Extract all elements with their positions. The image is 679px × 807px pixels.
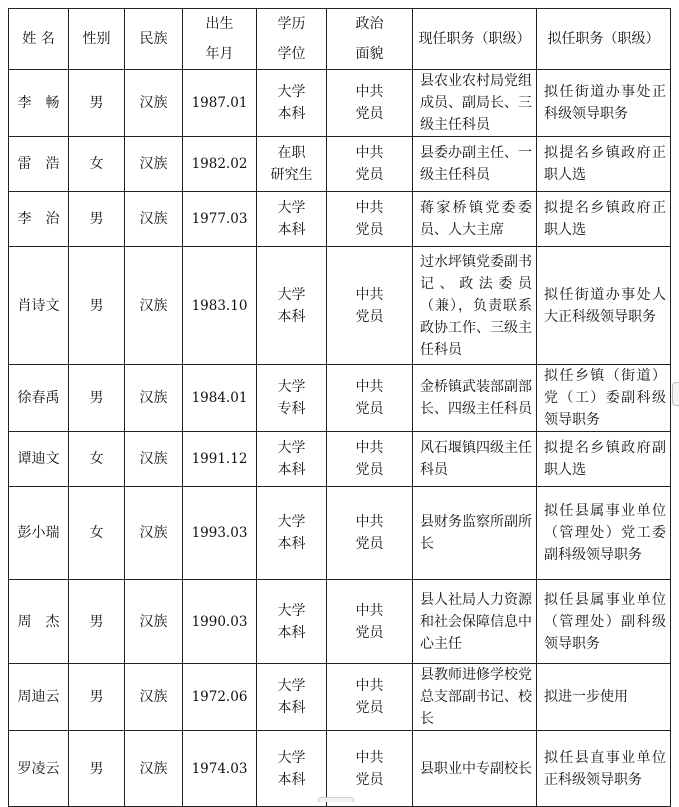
- cell-party: [327, 137, 413, 192]
- cell-name: 周迪云: [9, 664, 69, 731]
- cell-education-line2: 本科: [277, 536, 306, 552]
- cell-education-line1: 大学: [277, 678, 306, 694]
- cell-party-line1: 中共: [355, 379, 384, 395]
- cell-education-line2: 本科: [277, 624, 306, 641]
- cell-party-line1: 中共: [355, 200, 384, 216]
- cell-education: [257, 192, 327, 247]
- cell-birth: 1987.01: [183, 70, 257, 137]
- cell-party-line1: 中共: [355, 286, 384, 303]
- cell-name: 徐春禹: [9, 365, 69, 432]
- cell-current-post: 县委办副主任、一级主任科员: [413, 137, 537, 192]
- cell-gender: 女: [69, 487, 125, 580]
- cell-education-line2: 本科: [277, 106, 306, 122]
- cell-current-post: 县财务监察所副所长: [413, 487, 537, 580]
- cell-proposed-post: 拟提名乡镇政府正职人选: [537, 137, 671, 192]
- cell-birth: 1984.01: [183, 365, 257, 432]
- header-ethnicity: 民族: [125, 9, 183, 70]
- cell-party-line2: 党员: [355, 462, 384, 478]
- cell-education-line1: 大学: [277, 440, 306, 456]
- cell-current-post: 县职业中专副校长: [413, 731, 537, 807]
- cell-education-line1: 大学: [277, 749, 306, 766]
- table-row: [9, 70, 671, 137]
- cell-education-line1: 大学: [277, 514, 306, 530]
- cell-education-line2: 本科: [277, 222, 306, 238]
- cell-current-post: 金桥镇武装部副部长、四级主任科员: [413, 365, 537, 432]
- cell-gender: 男: [69, 247, 125, 365]
- cell-education-line1: 大学: [277, 84, 306, 100]
- cell-ethnicity: 汉族: [125, 580, 183, 664]
- cell-party-line1: 中共: [355, 440, 384, 456]
- cell-ethnicity: 汉族: [125, 137, 183, 192]
- cell-gender: 男: [69, 192, 125, 247]
- cell-proposed-post: 拟任县属事业单位（管理处）党工委副科级领导职务: [537, 487, 671, 580]
- cell-education-line2: 研究生: [270, 167, 313, 183]
- cell-birth: 1977.03: [183, 192, 257, 247]
- cell-gender: 男: [69, 70, 125, 137]
- header-proposed-post: 拟任职务（职级）: [537, 9, 671, 70]
- header-education: [257, 9, 327, 70]
- header-edu-line2: 学位: [277, 46, 306, 62]
- cell-party-line2: 党员: [355, 771, 384, 788]
- cell-education-line1: 在职: [277, 145, 306, 161]
- cell-ethnicity: 汉族: [125, 247, 183, 365]
- cell-education: [257, 731, 327, 807]
- cell-education: [257, 247, 327, 365]
- cell-education: [257, 365, 327, 432]
- cell-party: [327, 487, 413, 580]
- cell-name: 李 治: [9, 192, 69, 247]
- header-birth-line2: 年月: [205, 46, 234, 62]
- cell-party: [327, 664, 413, 731]
- table-row: [9, 192, 671, 247]
- cell-name: 谭迪文: [9, 432, 69, 487]
- cell-current-post: 过水坪镇党委副书记、政法委员（兼），负责联系政协工作、三级主任科员: [413, 247, 537, 365]
- header-current-post: 现任职务（职级）: [413, 9, 537, 70]
- cell-party: [327, 247, 413, 365]
- cell-education-line2: 本科: [277, 308, 306, 325]
- cell-gender: 女: [69, 432, 125, 487]
- cell-gender: 男: [69, 580, 125, 664]
- cell-education: [257, 487, 327, 580]
- cell-proposed-post: 拟任县属事业单位（管理处）副科级领导职务: [537, 580, 671, 664]
- cell-education: [257, 664, 327, 731]
- cell-party-line1: 中共: [355, 145, 384, 161]
- cell-education-line2: 本科: [277, 771, 306, 788]
- cell-party-line1: 中共: [355, 84, 384, 100]
- cell-name: 雷 浩: [9, 137, 69, 192]
- cell-education: [257, 432, 327, 487]
- candidate-table: [8, 8, 671, 807]
- cell-party: [327, 731, 413, 807]
- cell-gender: 女: [69, 137, 125, 192]
- cell-education-line2: 本科: [277, 462, 306, 478]
- cell-education-line2: 本科: [277, 700, 306, 716]
- cell-birth: 1974.03: [183, 731, 257, 807]
- header-edu-line1: 学历: [277, 16, 306, 32]
- table-row: [9, 365, 671, 432]
- cell-birth: 1990.03: [183, 580, 257, 664]
- cell-party: [327, 192, 413, 247]
- cell-education-line1: 大学: [277, 200, 306, 216]
- cell-party-line1: 中共: [355, 514, 384, 530]
- cell-current-post: 蒋家桥镇党委委员、人大主席: [413, 192, 537, 247]
- header-party-line1: 政治: [355, 16, 384, 32]
- cell-current-post: 县人社局人力资源和社会保障信息中心主任: [413, 580, 537, 664]
- table-row: [9, 580, 671, 664]
- cell-birth: 1982.02: [183, 137, 257, 192]
- cell-ethnicity: 汉族: [125, 192, 183, 247]
- cell-birth: 1991.12: [183, 432, 257, 487]
- cell-proposed-post: 拟任乡镇（街道）党（工）委副科级领导职务: [537, 365, 671, 432]
- side-scroll-tab[interactable]: [672, 382, 679, 406]
- table-row: [9, 247, 671, 365]
- cell-ethnicity: 汉族: [125, 70, 183, 137]
- cell-ethnicity: 汉族: [125, 664, 183, 731]
- cell-proposed-post: 拟任街道办事处正科级领导职务: [537, 70, 671, 137]
- cell-education-line2: 专科: [277, 401, 306, 417]
- cell-education-line1: 大学: [277, 602, 306, 619]
- cell-current-post: 县农业农村局党组成员、副局长、三级主任科员: [413, 70, 537, 137]
- cell-party-line2: 党员: [355, 624, 384, 641]
- cell-gender: 男: [69, 365, 125, 432]
- cell-current-post: 风石堰镇四级主任科员: [413, 432, 537, 487]
- cell-ethnicity: 汉族: [125, 487, 183, 580]
- cell-proposed-post: 拟提名乡镇政府副职人选: [537, 432, 671, 487]
- cell-party-line2: 党员: [355, 308, 384, 325]
- cell-party-line2: 党员: [355, 167, 384, 183]
- header-birth: [183, 9, 257, 70]
- cell-party-line2: 党员: [355, 401, 384, 417]
- table-row: [9, 432, 671, 487]
- cell-education-line1: 大学: [277, 286, 306, 303]
- header-birth-line1: 出生: [205, 16, 234, 32]
- cell-education-line1: 大学: [277, 379, 306, 395]
- table-row: [9, 487, 671, 580]
- header-party: [327, 9, 413, 70]
- cell-party-line1: 中共: [355, 602, 384, 619]
- cell-gender: 男: [69, 731, 125, 807]
- cell-party: [327, 70, 413, 137]
- cell-party-line2: 党员: [355, 106, 384, 122]
- table-row: [9, 731, 671, 807]
- cell-name: 肖诗文: [9, 247, 69, 365]
- cell-ethnicity: 汉族: [125, 432, 183, 487]
- cell-party: [327, 432, 413, 487]
- cell-party-line2: 党员: [355, 222, 384, 238]
- cell-party-line1: 中共: [355, 678, 384, 694]
- table-row: [9, 137, 671, 192]
- cell-education: [257, 580, 327, 664]
- cell-party-line2: 党员: [355, 700, 384, 716]
- cell-proposed-post: 拟提名乡镇政府正职人选: [537, 192, 671, 247]
- header-name: 姓 名: [9, 9, 69, 70]
- cell-name: 李 畅: [9, 70, 69, 137]
- bottom-scroll-tab[interactable]: [318, 797, 354, 802]
- cell-party: [327, 580, 413, 664]
- cell-proposed-post: 拟进一步使用: [537, 664, 671, 731]
- cell-name: 彭小瑞: [9, 487, 69, 580]
- cell-birth: 1983.10: [183, 247, 257, 365]
- cell-proposed-post: 拟任街道办事处人大正科级领导职务: [537, 247, 671, 365]
- cell-current-post: 县教师进修学校党总支部副书记、校长: [413, 664, 537, 731]
- cell-ethnicity: 汉族: [125, 365, 183, 432]
- cell-name: 周 杰: [9, 580, 69, 664]
- cell-gender: 男: [69, 664, 125, 731]
- cell-education: [257, 70, 327, 137]
- cell-ethnicity: 汉族: [125, 731, 183, 807]
- header-row: [9, 9, 671, 70]
- cell-party: [327, 365, 413, 432]
- cell-party-line2: 党员: [355, 536, 384, 552]
- cell-party-line1: 中共: [355, 749, 384, 766]
- cell-proposed-post: 拟任县直事业单位正科级领导职务: [537, 731, 671, 807]
- table-row: [9, 664, 671, 731]
- header-party-line2: 面貌: [355, 46, 384, 62]
- header-gender: 性别: [69, 9, 125, 70]
- cell-name: 罗凌云: [9, 731, 69, 807]
- cell-birth: 1993.03: [183, 487, 257, 580]
- cell-birth: 1972.06: [183, 664, 257, 731]
- cell-education: [257, 137, 327, 192]
